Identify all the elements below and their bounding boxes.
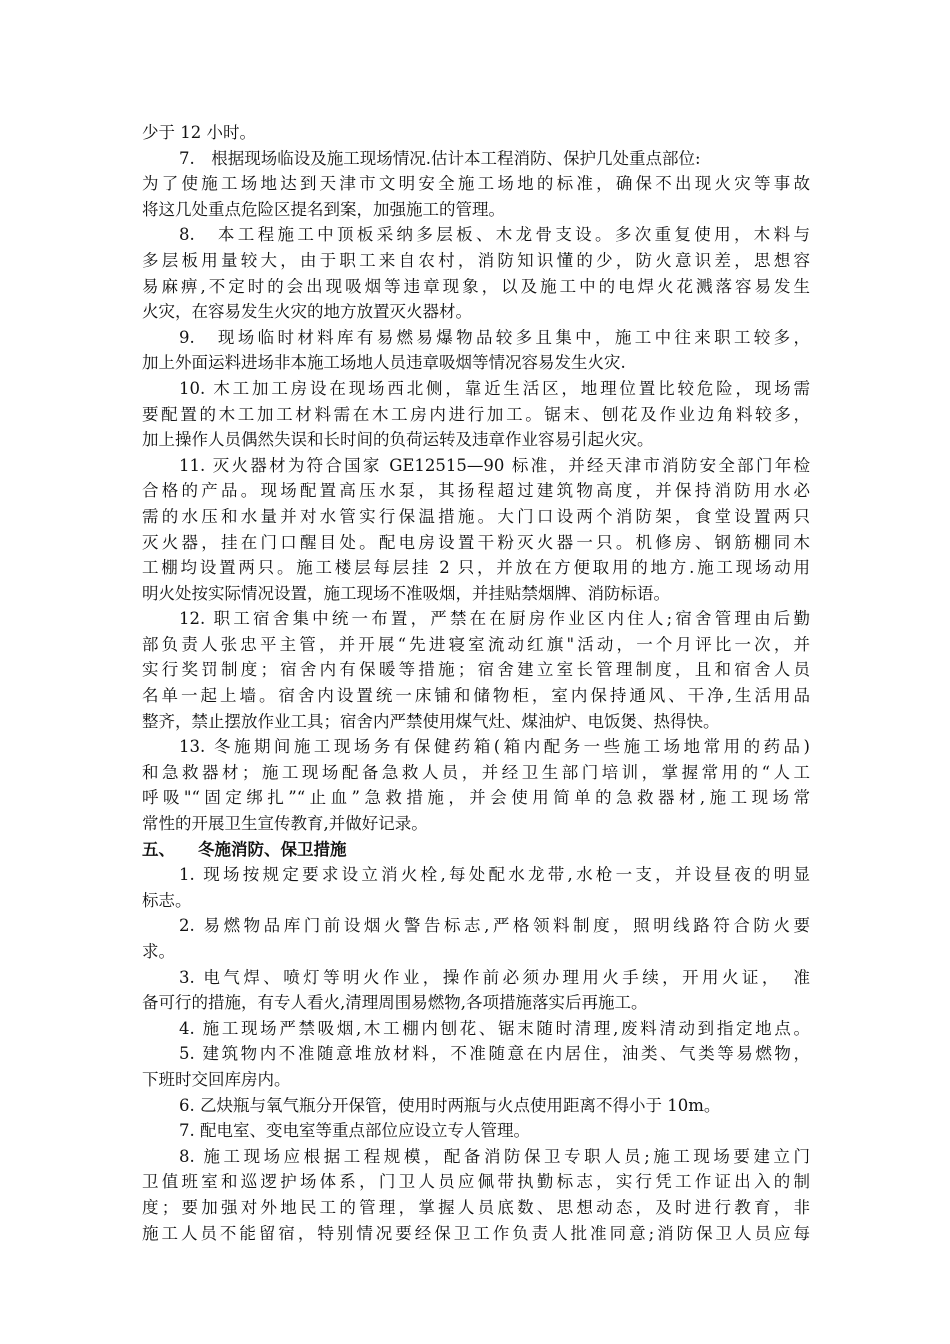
- document-body: [142, 120, 810, 1246]
- text-line: 要配置的木工加工材料需在木工房内进行加工。锯末、刨花及作业边角料较多，: [142, 404, 810, 424]
- text-line: 需的水压和水量并对水管实行保温措施。大门口设两个消防架，食堂设置两只: [142, 506, 810, 526]
- text-line: 易麻痹,不定时的会出现吸烟等违章现象，以及施工中的电焊火花溅落容易发生: [142, 276, 810, 296]
- text-line: 常性的开展卫生宣传教育,并做好记录。: [142, 814, 428, 834]
- item-12-line-1: 12. 职工宿舍集中统一布置，严禁在在厨房作业区内住人;宿舍管理由后勤: [179, 609, 810, 629]
- text-line: 呼吸"“固定绑扎”“止血”急救措施，并会使用简单的急救器材,施工现场常: [142, 788, 810, 808]
- text-line: 工棚均设置两只。施工楼层每层挂 2 只，并放在方便取用的地方.施工现场动用: [142, 558, 810, 578]
- text-line: 卫值班室和巡逻护场体系，门卫人员应佩带执勤标志，实行凭工作证出入的制: [142, 1172, 810, 1192]
- text-line: 加上外面运料进场非本施工场地人员违章吸烟等情况容易发生火灾.: [142, 353, 626, 373]
- section-heading: [142, 837, 810, 863]
- text-line: 明火处按实际情况设置，施工现场不准吸烟，并挂贴禁烟牌、消防标语。: [142, 583, 670, 603]
- text-line: 少于 12 小时。: [142, 123, 256, 142]
- measure-6-line: 6. 乙炔瓶与氧气瓶分开保管，使用时两瓶与火点使用距离不得小于 10m。: [179, 1095, 721, 1115]
- section-number: 五、: [142, 839, 175, 859]
- text-line: 为了使施工场地达到天津市文明安全施工场地的标准，确保不出现火灾等事故: [142, 174, 810, 194]
- item-8-line-1: 8. 本工程施工中顶板采纳多层板、木龙骨支设。多次重复使用，木料与: [179, 225, 810, 245]
- item-11-line-1: 11. 灭火器材为符合国家 GE12515—90 标准，并经天津市消防安全部门年检: [179, 455, 810, 475]
- text-line: 加上操作人员偶然失误和长时间的负荷运转及违章作业容易引起火灾。: [142, 430, 654, 450]
- text-line: 将这几处重点危险区提名到案，加强施工的管理。: [142, 199, 505, 219]
- text-line: 施工人员不能留宿，特别情况要经保卫工作负责人批准同意;消防保卫人员应每: [142, 1223, 810, 1243]
- measure-3-line-1: 3. 电气焊、喷灯等明火作业，操作前必须办理用火手续，开用火证， 准: [179, 967, 810, 987]
- measure-8-line-1: 8. 施工现场应根据工程规模，配备消防保卫专职人员;施工现场要建立门: [179, 1146, 810, 1166]
- item-10-line-1: 10. 木工加工房设在现场西北侧，靠近生活区，地理位置比较危险，现场需: [179, 378, 810, 398]
- text-line: 下班时交回库房内。: [142, 1069, 291, 1089]
- text-line: 多层板用量较大，由于职工来自农村，消防知识懂的少，防火意识差，思想容: [142, 250, 810, 270]
- measure-1-line-1: 1. 现场按规定要求设立消火栓,每处配水龙带,水枪一支，并设昼夜的明显: [179, 865, 810, 885]
- text-line: 合格的产品。现场配置高压水泵，其扬程超过建筑物高度，并保持消防用水必: [142, 481, 810, 501]
- measure-4-line: 4. 施工现场严禁吸烟,木工棚内刨花、锯末随时清理,废料清动到指定地点。: [179, 1018, 810, 1038]
- text-line: 整齐，禁止摆放作业工具；宿舍内严禁使用煤气灶、煤油炉、电饭煲、热得快。: [142, 711, 720, 731]
- text-line: 灭火器，挂在门口醒目处。配电房设置干粉灭火器一只。机修房、钢筋棚同木: [142, 532, 810, 552]
- text-line: 名单一起上墙。宿舍内设置统一床铺和储物柜，室内保持通风、干净,生活用品: [142, 686, 810, 706]
- section-title: 冬施消防、保卫措施: [198, 839, 347, 859]
- measure-2-line-1: 2. 易燃物品库门前设烟火警告标志,严格领料制度，照明线路符合防火要: [179, 916, 810, 936]
- text-line: 标志。: [142, 890, 192, 910]
- text-line: 度；要加强对外地民工的管理，掌握人员底数、思想动态，及时进行教育，非: [142, 1197, 810, 1217]
- item-7-line-1: 7. 根据现场临设及施工现场情况.估计本工程消防、保护几处重点部位:: [179, 148, 701, 168]
- text-line: 火灾，在容易发生火灾的地方放置灭火器材。: [142, 302, 472, 322]
- measure-5-line-1: 5. 建筑物内不准随意堆放材料，不准随意在内居住，油类、气类等易燃物，: [179, 1044, 810, 1064]
- text-line: 求。: [142, 942, 175, 961]
- text-line: 实行奖罚制度；宿舍内有保暖等措施；宿舍建立室长管理制度，且和宿舍人员: [142, 660, 810, 680]
- text-line: 备可行的措施，有专人看火,清理周围易燃物,各项措施落实后再施工。: [142, 993, 648, 1013]
- item-9-line-1: 9. 现场临时材料库有易燃易爆物品较多且集中，施工中往来职工较多，: [179, 327, 810, 347]
- text-line: 和急救器材；施工现场配备急救人员，并经卫生部门培训，掌握常用的“人工: [142, 762, 810, 782]
- measure-7-line: 7. 配电室、变电室等重点部位应设立专人管理。: [179, 1121, 530, 1141]
- text-line: 部负责人张忠平主管，并开展“先进寝室流动红旗"活动，一个月评比一次，并: [142, 634, 810, 654]
- item-13-line-1: 13. 冬施期间施工现场务有保健药箱(箱内配务一些施工场地常用的药品): [179, 737, 810, 757]
